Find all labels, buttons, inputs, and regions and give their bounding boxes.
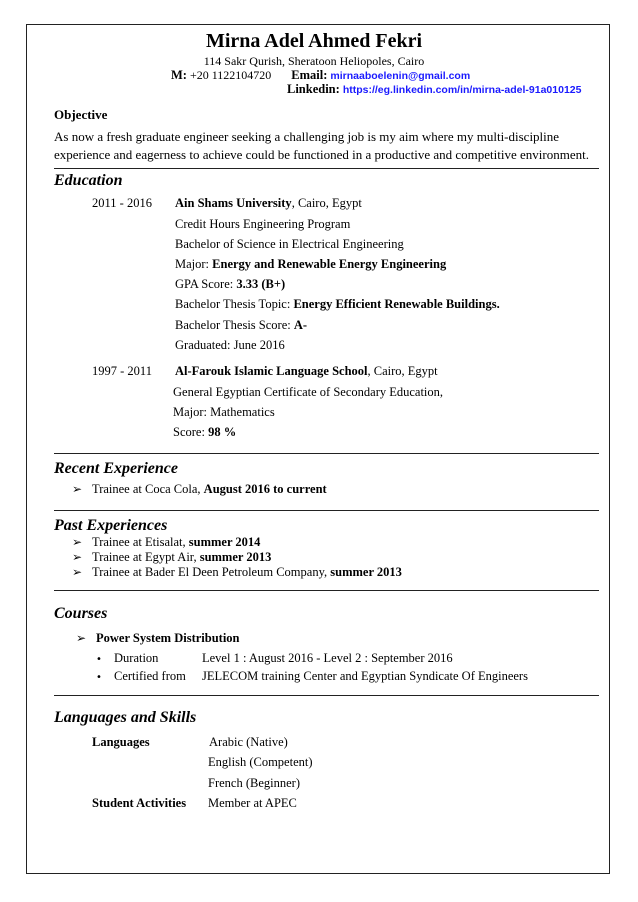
resume-name: Mirna Adel Ahmed Fekri bbox=[205, 30, 423, 52]
experience-period: summer 2013 bbox=[330, 565, 402, 579]
contact-line bbox=[171, 68, 470, 83]
list-item bbox=[72, 482, 327, 497]
edu-score-label: Score: bbox=[173, 425, 209, 439]
list-item bbox=[72, 565, 402, 580]
edu-thesis-line bbox=[175, 297, 500, 312]
edu-gpa-label: GPA Score: bbox=[175, 277, 237, 291]
divider bbox=[54, 510, 599, 511]
course-certified-label: Certified from bbox=[114, 669, 186, 683]
course-certified-row bbox=[96, 669, 186, 684]
edu-major: Energy and Renewable Energy Engineering bbox=[212, 257, 447, 271]
address: 114 Sakr Qurish, Sheratoon Heliopoles, Cairo bbox=[203, 54, 425, 68]
edu-thesis-score: A- bbox=[293, 318, 308, 332]
course-certified: JELECOM training Center and Egyptian Syndicate Of Engineers bbox=[202, 669, 528, 683]
edu-school: Ain Shams University bbox=[175, 196, 292, 210]
languages-skills-title: Languages and Skills bbox=[54, 709, 197, 726]
experience-period: summer 2013 bbox=[199, 550, 272, 564]
dot-bullet-icon: • bbox=[96, 672, 102, 683]
course-name: Power System Distribution bbox=[96, 631, 240, 645]
experience-period: summer 2014 bbox=[188, 535, 261, 549]
edu-school-line bbox=[175, 196, 362, 211]
edu-location: , Cairo, Egypt bbox=[367, 364, 438, 378]
course-duration-row bbox=[96, 651, 158, 666]
experience-text: Trainee at Bader El Deen Petroleum Company, bbox=[92, 565, 331, 579]
language-item: French (Beginner) bbox=[208, 776, 300, 790]
experience-period: August 2016 to current bbox=[203, 482, 327, 496]
edu-major: Major: Mathematics bbox=[173, 405, 275, 419]
arrow-bullet-icon: ➢ bbox=[72, 535, 83, 549]
divider bbox=[54, 453, 599, 454]
course-item bbox=[76, 631, 240, 646]
objective-text: As now a fresh graduate engineer seeking a challenging job is my aim where my multi-discipline experience and eagerness to achieve could be functioned in a productive and competitive environment. bbox=[54, 129, 589, 162]
mobile-label: M: bbox=[171, 68, 187, 82]
language-item: English (Competent) bbox=[208, 755, 313, 769]
edu-degree: Bachelor of Science in Electrical Engineering bbox=[175, 237, 404, 251]
arrow-bullet-icon: ➢ bbox=[72, 482, 83, 496]
arrow-bullet-icon: ➢ bbox=[72, 565, 83, 579]
edu-score: 98 % bbox=[208, 425, 237, 439]
courses-title: Courses bbox=[54, 605, 108, 622]
experience-text: Trainee at Coca Cola, bbox=[92, 482, 204, 496]
edu-certificate: General Egyptian Certificate of Secondary Education, bbox=[173, 385, 444, 399]
linkedin-label: Linkedin: bbox=[287, 82, 340, 96]
education-title: Education bbox=[54, 172, 123, 189]
edu-gpa: 3.33 (B+) bbox=[236, 277, 286, 291]
edu-major-label: Major: bbox=[175, 257, 213, 271]
course-duration-label: Duration bbox=[114, 651, 159, 665]
activities-label: Student Activities bbox=[92, 796, 187, 810]
experience-text: Trainee at Egypt Air, bbox=[92, 550, 200, 564]
divider bbox=[54, 590, 599, 591]
edu-graduated: Graduated: June 2016 bbox=[175, 338, 285, 352]
edu-major-line bbox=[175, 257, 446, 272]
edu-school-line bbox=[175, 364, 438, 379]
course-duration: Level 1 : August 2016 - Level 2 : September 2016 bbox=[202, 651, 453, 665]
dot-bullet-icon: • bbox=[96, 654, 102, 665]
arrow-bullet-icon: ➢ bbox=[76, 631, 87, 645]
objective-title: Objective bbox=[54, 107, 108, 122]
edu-thesis-score-line bbox=[175, 318, 307, 333]
edu-gpa-line bbox=[175, 277, 285, 292]
edu-school: Al-Farouk Islamic Language School bbox=[175, 364, 368, 378]
list-item bbox=[72, 535, 260, 550]
edu-location: , Cairo, Egypt bbox=[291, 196, 362, 210]
edu-years: 2011 - 2016 bbox=[92, 196, 152, 210]
language-item: Arabic (Native) bbox=[209, 735, 288, 749]
past-experiences-title: Past Experiences bbox=[54, 517, 168, 534]
edu-program: Credit Hours Engineering Program bbox=[175, 217, 351, 231]
activities-value: Member at APEC bbox=[208, 796, 297, 810]
linkedin-line bbox=[287, 82, 581, 97]
linkedin-link[interactable]: https://eg.linkedin.com/in/mirna-adel-91a010125 bbox=[342, 84, 582, 96]
mobile-number: +20 1122104720 bbox=[189, 68, 272, 82]
divider bbox=[54, 695, 599, 696]
languages-label: Languages bbox=[92, 735, 150, 749]
edu-thesis-score-label: Bachelor Thesis Score: bbox=[175, 318, 294, 332]
email-label: Email: bbox=[291, 68, 328, 82]
divider bbox=[54, 168, 599, 169]
arrow-bullet-icon: ➢ bbox=[72, 550, 83, 564]
recent-experience-title: Recent Experience bbox=[54, 460, 178, 477]
list-item bbox=[72, 550, 271, 565]
edu-thesis: Energy Efficient Renewable Buildings. bbox=[293, 297, 500, 311]
edu-years: 1997 - 2011 bbox=[92, 364, 152, 378]
edu-score-line bbox=[173, 425, 236, 440]
experience-text: Trainee at Etisalat, bbox=[92, 535, 189, 549]
edu-thesis-label: Bachelor Thesis Topic: bbox=[175, 297, 294, 311]
email-link[interactable]: mirnaaboelenin@gmail.com bbox=[330, 70, 471, 82]
